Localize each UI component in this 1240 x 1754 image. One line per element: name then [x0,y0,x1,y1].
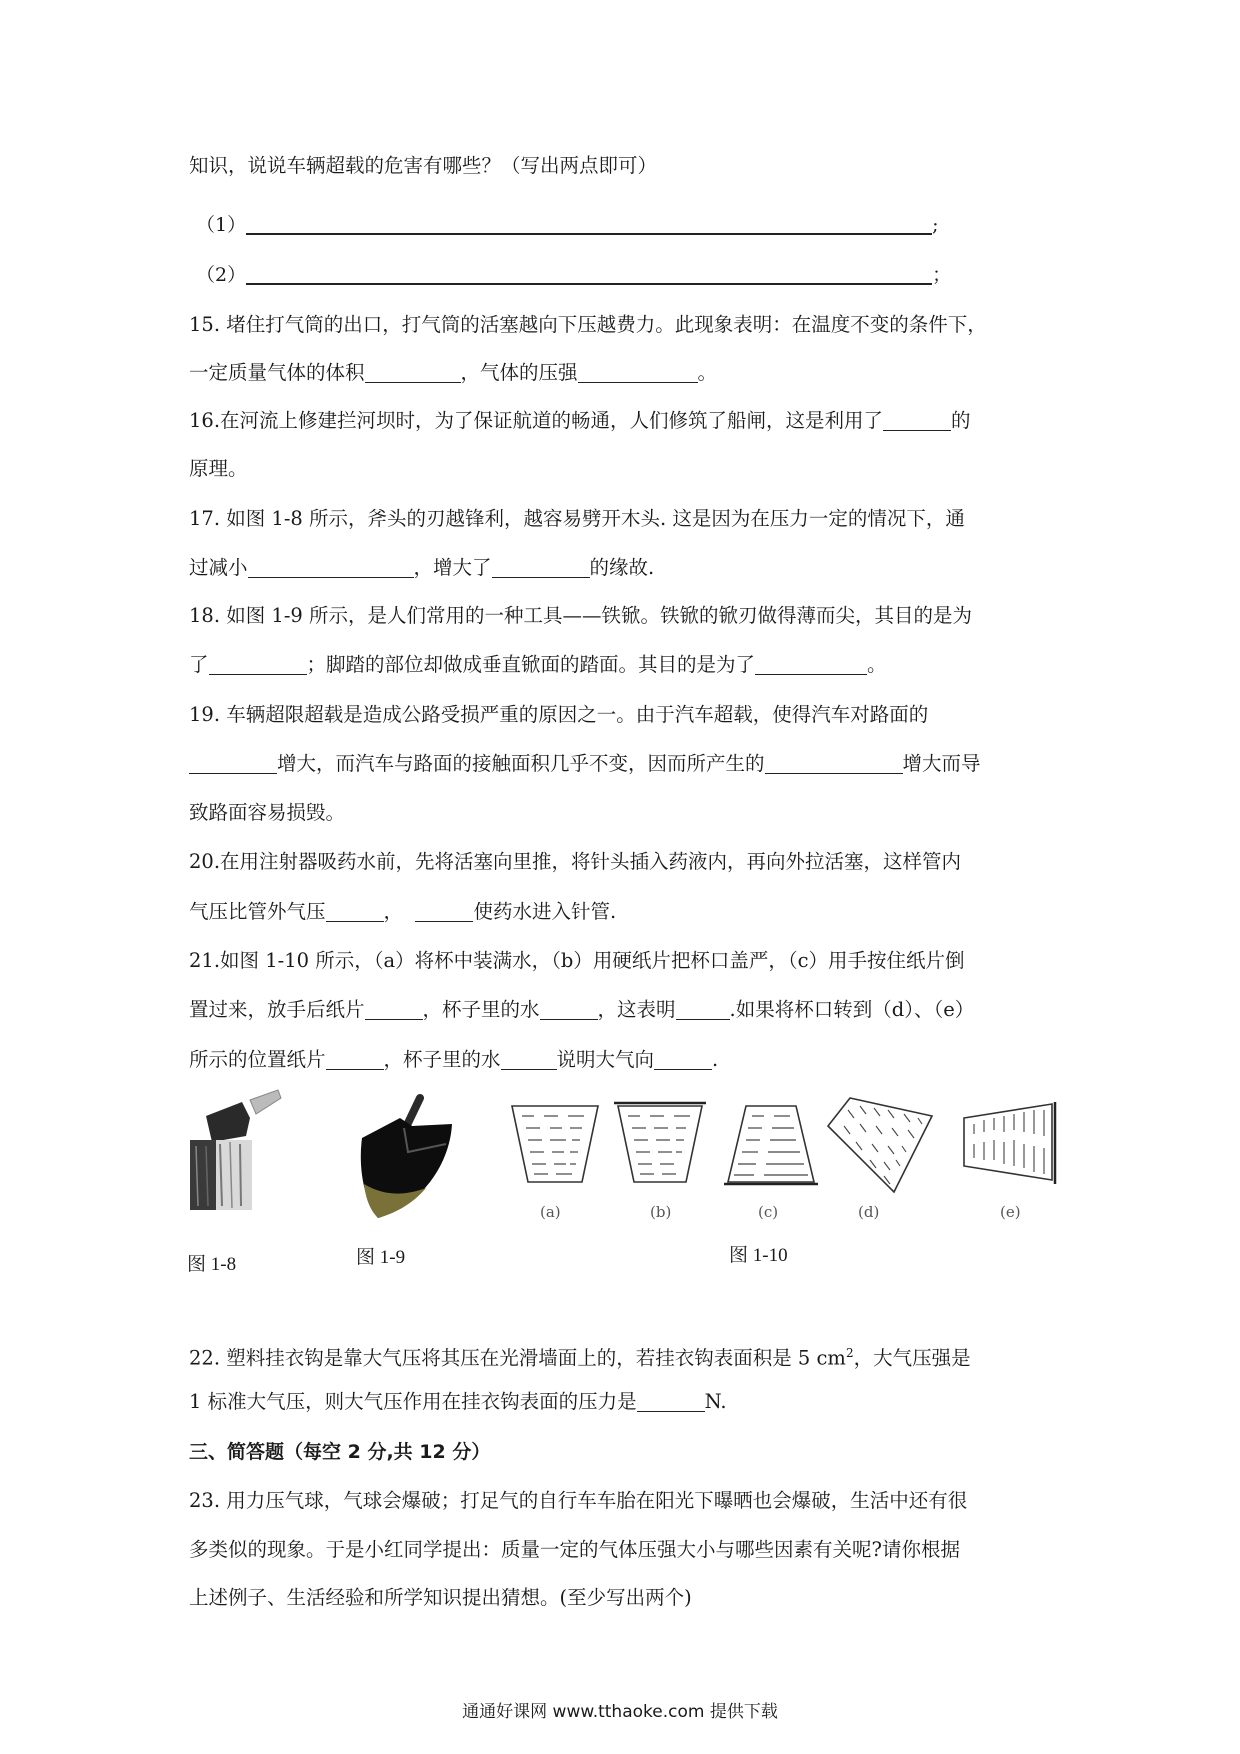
shovel-figure [354,1092,464,1224]
cup-b-figure [614,1100,706,1184]
cup-d-figure [826,1096,938,1196]
q21-line-3: 所示的位置纸片 ，杯子里的水 说明大气向 . [189,1048,719,1071]
figure-1-8-caption: 图 1-8 [187,1254,237,1275]
q21-blank-1[interactable] [365,999,423,1020]
figure-1-9-caption: 图 1-9 [356,1247,406,1268]
cup-b-label: (b) [650,1203,672,1221]
answer-blank-2[interactable] [246,263,932,285]
q15-blank-2[interactable] [578,362,698,383]
cup-c-label: (c) [758,1203,779,1221]
q16-blank[interactable] [883,410,951,431]
cup-d-label: (d) [858,1203,880,1221]
answer-blank-1[interactable] [246,213,932,235]
cup-a-figure [510,1104,600,1184]
q18-line-1: 18. 如图 1-9 所示，是人们常用的一种工具——铁锨。铁锨的锨刃做得薄而尖，其目的是为 [189,604,973,627]
q20-line-2: 气压比管外气压 ， 使药水进入针管. [189,900,617,923]
q21-line-2: 置过来，放手后纸片 ，杯子里的水 ，这表明 .如果将杯口转到（d）、（e） [189,998,975,1021]
q20-blank-1[interactable] [326,901,384,922]
q23-line-2: 多类似的现象。于是小红同学提出：质量一定的气体压强大小与哪些因素有关呢?请你根据 [189,1538,960,1561]
q19-blank-1[interactable] [189,753,277,774]
q17-line-1: 17. 如图 1-8 所示，斧头的刃越锋利，越容易劈开木头. 这是因为在压力一定的情况下，通 [189,507,965,530]
q19-blank-2[interactable] [765,753,903,774]
q21-line-1: 21.如图 1-10 所示，（a）将杯中装满水，（b）用硬纸片把杯口盖严，（c）用手按住纸片倒 [189,949,965,972]
q16-line-1: 16.在河流上修建拦河坝时，为了保证航道的畅通，人们修筑了船闸，这是利用了 的 [189,409,971,432]
q16-line-2: 原理。 [189,457,248,480]
intro-line: 知识，说说车辆超载的危害有哪些？（写出两点即可） [189,154,658,177]
cup-e-label: (e) [1000,1203,1021,1221]
q17-line-2: 过减小 ，增大了 的缘故. [189,556,655,579]
q22-line-1: 22. 塑料挂衣钩是靠大气压将其压在光滑墙面上的，若挂衣钩表面积是 5 $cm^2$，大气压强是 [189,1346,971,1370]
q22-line-2: 1 标准大气压，则大气压作用在挂衣钩表面的压力是 N. [189,1390,727,1413]
q21-blank-2[interactable] [540,999,598,1020]
page-footer: 通通好课网 www.tthaoke.com 提供下载 [462,1702,778,1722]
axe-figure [186,1092,286,1222]
q22-blank[interactable] [637,1391,705,1412]
q18-line-2: 了 ；脚踏的部位却做成垂直锨面的踏面。其目的是为了 。 [189,653,887,676]
q21-blank-5[interactable] [501,1049,557,1070]
figure-1-10-caption: 图 1-10 [729,1245,788,1266]
cup-e-figure [962,1102,1058,1184]
q15-line-1: 15. 堵住打气筒的出口，打气筒的活塞越向下压越费力。此现象表明：在温度不变的条件下， [189,313,987,336]
q19-line-1: 19. 车辆超限超载是造成公路受损严重的原因之一。由于汽车超载，使得汽车对路面的 [189,703,929,726]
q21-blank-6[interactable] [654,1049,712,1070]
q17-blank-2[interactable] [492,557,590,578]
q20-blank-2[interactable] [415,901,473,922]
q18-blank-2[interactable] [755,654,867,675]
q15-line-2: 一定质量气体的体积 ，气体的压强 。 [189,361,718,384]
q19-line-2: 增大，而汽车与路面的接触面积几乎不变，因而所产生的 增大而导 [189,751,981,777]
q23-line-1: 23. 用力压气球，气球会爆破；打足气的自行车车胎在阳光下曝晒也会爆破，生活中还有很 [189,1489,968,1512]
q15-blank-1[interactable] [365,362,461,383]
q20-line-1: 20.在用注射器吸药水前，先将活塞向里推，将针头插入药液内，再向外拉活塞，这样管内 [189,850,962,873]
q19-line-3: 致路面容易损毁。 [189,801,346,824]
section-3-heading: 三、简答题（每空 2 分,共 12 分） [189,1441,491,1463]
cup-c-figure [724,1104,818,1188]
answer-line-2: （2） ； [196,264,952,286]
q21-blank-3[interactable] [676,999,730,1020]
cup-a-label: (a) [540,1203,561,1221]
q21-blank-4[interactable] [326,1049,384,1070]
q17-blank-1[interactable] [248,557,414,578]
q23-line-3: 上述例子、生活经验和所学知识提出猜想。(至少写出两个) [189,1586,692,1609]
q18-blank-1[interactable] [209,654,307,675]
answer-line-1: （1） ; [196,214,939,236]
